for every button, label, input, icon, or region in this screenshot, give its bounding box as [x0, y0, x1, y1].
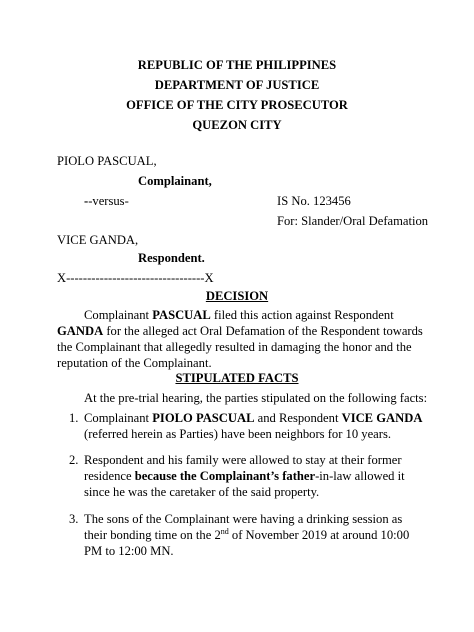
stipulated-intro: At the pre-trial hearing, the parties stipulated on the following facts: — [84, 391, 428, 405]
item3-text-2: of November 2019 at around 10:00 PM to 12:00 MN. — [84, 528, 410, 558]
list-item-text — [84, 410, 424, 442]
header-line-office: OFFICE OF THE CITY PROSECUTOR — [126, 98, 348, 112]
header-line-city: QUEZON CITY — [192, 118, 282, 132]
item1-text-2: and Respondent — [254, 411, 342, 425]
list-item-number: 2. — [69, 453, 79, 467]
complainant-role: Complainant, — [138, 174, 212, 188]
stipulated-facts-heading: STIPULATED FACTS — [175, 371, 299, 385]
item2-text-1: Respondent and his family were allowed to stay at their former residence — [84, 453, 402, 483]
versus-label: --versus- — [84, 194, 129, 208]
item3-ordinal-suffix: nd — [220, 526, 229, 536]
header-line-department: DEPARTMENT OF JUSTICE — [154, 78, 320, 92]
decision-paragraph — [57, 307, 427, 371]
decision-text-3: for the alleged act Oral Defamation of the Respondent towards the Complainant that allegedly resulted in damaging the honor and the reputation of the Complainant. — [57, 324, 423, 370]
decision-name-respondent: GANDA — [57, 324, 104, 338]
item2-text-2: -in-law allowed it since he was the caretaker of the said property. — [84, 469, 405, 499]
list-item-number: 1. — [69, 411, 79, 425]
item1-text-3: (referred herein as Parties) have been neighbors for 10 years. — [84, 427, 392, 441]
respondent-role: Respondent. — [138, 251, 205, 265]
item3-text-1: The sons of the Complainant were having a drinking session as their bonding time on the 2 — [84, 512, 403, 542]
list-item-text — [84, 511, 424, 559]
caption-separator: X---------------------------------X — [57, 271, 214, 285]
header-line-republic: REPUBLIC OF THE PHILIPPINES — [137, 58, 337, 72]
list-item-text — [84, 452, 424, 500]
item1-complainant: PIOLO PASCUAL — [152, 411, 255, 425]
list-item-number: 3. — [69, 512, 79, 526]
item1-respondent: VICE GANDA — [341, 411, 423, 425]
case-nature: For: Slander/Oral Defamation — [277, 214, 429, 228]
item2-bold: because the Complainant’s father — [134, 469, 316, 483]
decision-text-2: filed this action against Respondent — [210, 308, 394, 322]
case-number: IS No. 123456 — [277, 194, 351, 208]
decision-name-complainant: PASCUAL — [152, 308, 211, 322]
item1-text-1: Complainant — [84, 411, 153, 425]
complainant-name: PIOLO PASCUAL, — [57, 154, 157, 168]
decision-heading: DECISION — [205, 289, 269, 303]
decision-text-1: Complainant — [84, 308, 153, 322]
versus-text: -versus- — [88, 194, 129, 208]
respondent-name: VICE GANDA, — [57, 233, 139, 247]
